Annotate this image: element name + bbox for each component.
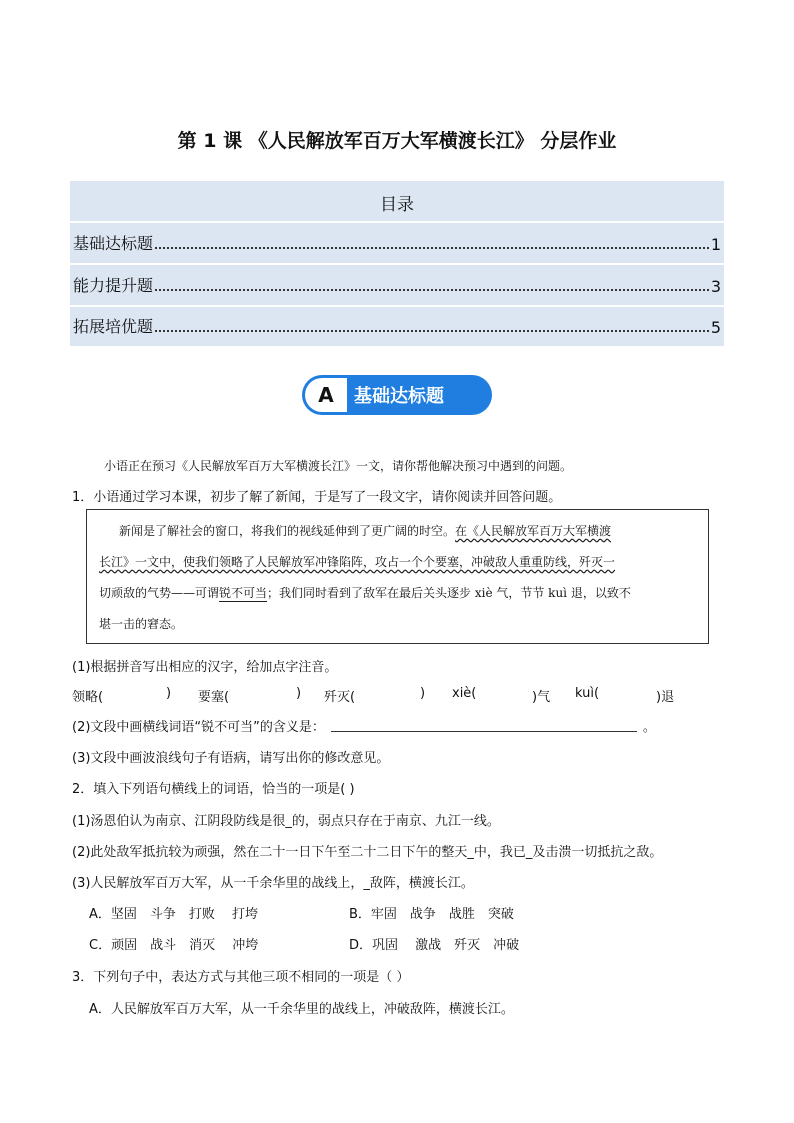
question-text: 。 <box>642 720 656 735</box>
toc-item[interactable] <box>73 274 721 296</box>
passage-text: 新闻是了解社会的窗口，将我们的视线延伸到了更广阔的时空。 <box>119 524 456 538</box>
question-1-sub-2 <box>72 716 656 735</box>
toc-item-label: 拓展培优题 <box>73 317 154 336</box>
toc-divider <box>70 221 724 223</box>
question-1-stem: 1．小语通过学习本课，初步了解了新闻，于是写了一段文字，请你阅读并回答问题。 <box>72 490 562 505</box>
passage-line <box>99 553 615 570</box>
wavy-underlined-text: 长江》一文中，使我们领略了人民解放军冲锋陷阵，攻占一个个要塞，冲破敌人重重防线，歼灭一 <box>99 555 616 569</box>
intro-text: 小语正在预习《人民解放军百万大军横渡长江》一文，请你帮他解决预习中遇到的问题。 <box>104 459 573 473</box>
fill-item-close: ) <box>420 686 426 701</box>
toc-leader-dots <box>155 330 709 332</box>
section-letter: A <box>305 378 347 412</box>
option-b[interactable]: B．牢固 战争 战胜 突破 <box>349 907 514 922</box>
toc-item[interactable] <box>73 232 721 254</box>
fill-item-label: kuì( <box>575 686 600 701</box>
option-a[interactable]: A．坚固 斗争 打败 打垮 <box>89 907 259 922</box>
passage-line <box>99 615 183 632</box>
toc-leader-dots <box>155 289 709 291</box>
question-text: (2)文段中画横线词语“锐不可当”的含义是： <box>72 720 325 735</box>
toc-divider <box>70 263 724 265</box>
passage-text: 堪一击的窘态。 <box>99 617 184 631</box>
question-1-sub-3: (3)文段中画波浪线句子有语病，请写出你的修改意见。 <box>72 751 390 766</box>
fill-item-label: xiè( <box>452 686 477 701</box>
question-2-stem: 2．填入下列语句横线上的词语，恰当的一项是( ) <box>72 782 355 797</box>
toc-divider <box>70 305 724 307</box>
fill-item-close: )气 <box>532 690 551 705</box>
section-title: 基础达标题 <box>354 386 444 407</box>
toc-leader-dots <box>155 247 709 249</box>
question-1-sub-1: (1)根据拼音写出相应的汉字，给加点字注音。 <box>72 660 338 675</box>
toc-item-label: 能力提升题 <box>73 276 154 295</box>
fill-item-label: 要塞( <box>198 690 230 705</box>
passage-line <box>119 522 611 539</box>
section-badge <box>302 375 492 415</box>
question-2-sentence: (2)此处敌军抵抗较为顽强，然在二十一日下午至二十二日下午的整天_中，我已_及击溃一切抵抗之敌。 <box>72 845 663 860</box>
passage-box <box>86 509 709 644</box>
toc-item[interactable] <box>73 315 721 337</box>
fill-in-row <box>72 686 722 704</box>
toc-header: 目录 <box>380 195 414 215</box>
fill-item-label: 领略( <box>72 690 104 705</box>
question-2-sentence: (3)人民解放军百万大军，从一千余华里的战线上，_敌阵，横渡长江。 <box>72 876 474 891</box>
option-a[interactable]: A．人民解放军百万大军，从一千余华里的战线上，冲破敌阵，横渡长江。 <box>89 1002 514 1017</box>
option-c[interactable]: C．顽固 战斗 消灭 冲垮 <box>89 938 259 953</box>
toc-item-label: 基础达标题 <box>73 234 154 253</box>
underlined-phrase: 锐不可当 <box>219 586 268 600</box>
passage-line <box>99 584 631 601</box>
toc-item-page: 1 <box>710 235 721 254</box>
question-3-stem: 3．下列句子中，表达方式与其他三项不相同的一项是（ ） <box>72 970 410 985</box>
toc-item-page: 5 <box>710 318 721 337</box>
answer-blank[interactable] <box>331 721 637 732</box>
fill-item-close: ) <box>166 686 172 701</box>
toc-item-page: 3 <box>710 277 721 296</box>
table-of-contents <box>70 181 724 346</box>
question-2-sentence: (1)汤恩伯认为南京、江阴段防线是很_的，弱点只存在于南京、九江一线。 <box>72 814 500 829</box>
passage-text: 切顽敌的气势——可谓 <box>99 586 220 600</box>
fill-item-close: )退 <box>656 690 675 705</box>
page-title: 第 1 课 《人民解放军百万大军横渡长江》 分层作业 <box>177 130 617 152</box>
fill-item-label: 歼灭( <box>324 690 356 705</box>
option-d[interactable]: D．巩固 激战 歼灭 冲破 <box>349 938 520 953</box>
wavy-underlined-text: 在《人民解放军百万大军横渡 <box>455 524 612 538</box>
passage-text: ；我们同时看到了敌军在最后关头逐步 xiè 气，节节 kuì 退，以致不 <box>267 586 631 600</box>
fill-item-close: ) <box>296 686 302 701</box>
